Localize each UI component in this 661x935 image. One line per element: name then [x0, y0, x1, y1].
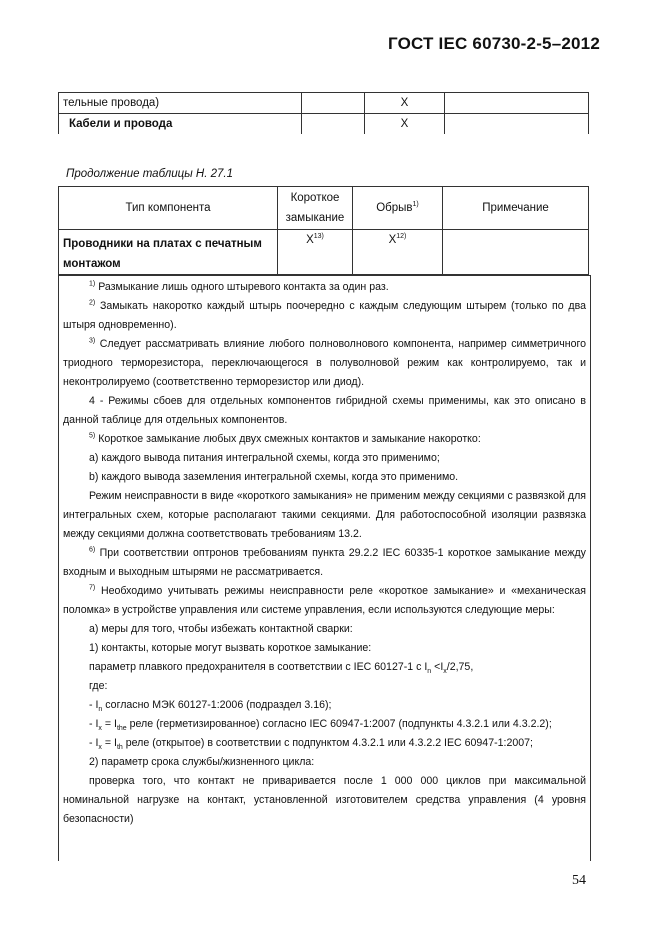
footnote-ref: 13)	[313, 233, 324, 241]
header-open-circuit	[353, 187, 443, 230]
footnote-5	[59, 430, 590, 449]
short-value-cell	[278, 230, 353, 275]
footnote-7	[59, 582, 590, 620]
footnote-4: 4 - Режимы сбоев для отдельных компонентов гибридной схемы применимы, как это описано в данной таблице для отдельных компонентов.	[63, 395, 586, 426]
table-cell: тельные провода)	[59, 93, 302, 114]
footnote-5b: b) каждого вывода заземления интегральной схемы, когда это применимо.	[89, 471, 459, 483]
footnote-text: Короткое замыкание любых двух смежных контактов и замыкание накоротко:	[98, 433, 481, 445]
footnote-text: Необходимо учитывать режимы неисправности реле «короткое замыкание» и «механическая поломка» в устройстве управления или системе управления, если используются следующие меры:	[63, 585, 586, 616]
footnote-5c: Режим неисправности в виде «короткого замыкания» не применим между секциями с развязкой для интегральных схем, которые располагают такими секциями. Для работоспособной изоляции развязка между секциями должна соответствовать требованиям 13.2.	[63, 490, 586, 540]
text: = I	[101, 737, 117, 749]
header-note: Примечание	[443, 187, 589, 230]
footnote-marker: 3)	[89, 337, 96, 345]
text: - I	[89, 718, 99, 730]
open-value-cell	[353, 230, 443, 275]
footnote-1	[59, 278, 590, 297]
text: - I	[89, 699, 99, 711]
header-component: Тип компонента	[59, 187, 278, 230]
table-caption: Продолжение таблицы Н. 27.1	[66, 168, 233, 180]
definition-ix-open	[59, 734, 590, 753]
subscript: x	[443, 668, 447, 676]
text: = I	[101, 718, 117, 730]
open-value: X	[388, 234, 397, 246]
text: согласно МЭК 60127-1:2006 (подраздел 3.16);	[102, 699, 332, 711]
main-table	[58, 186, 589, 275]
table-cell	[302, 93, 365, 114]
top-table	[58, 92, 589, 134]
subscript: th	[116, 744, 123, 752]
subscript: n	[427, 668, 432, 676]
footnote-marker: 6)	[89, 546, 96, 554]
footnote-7a1: 1) контакты, которые могут вызвать короткое замыкание:	[89, 642, 372, 654]
short-value: X	[306, 234, 314, 246]
text: реле (открытое) в соответствии с подпунктом 4.3.2.1 или 4.3.2.2 IEC 60947-1:2007;	[122, 737, 533, 749]
footnote-text: При соответствии оптронов требованиям пункта 29.2.2 IEC 60335-1 короткое замыкание между входным и выходным штырями не рассматривается.	[63, 547, 586, 578]
table-header-row	[59, 187, 589, 230]
text: реле (герметизированное) согласно IEC 60947-1:2007 (подпункты 4.3.2.1 или 4.3.2.2);	[126, 718, 552, 730]
footnote-marker: 1)	[89, 280, 96, 288]
subscript: the	[116, 725, 127, 733]
footnote-7a2: 2) параметр срока службы/жизненного цикла:	[89, 756, 315, 768]
footnote-5a: a) каждого вывода питания интегральной схемы, когда это применимо;	[89, 452, 440, 464]
text: /2,75,	[446, 661, 474, 673]
text: <I	[431, 661, 444, 673]
footnote-ref: 1)	[412, 201, 419, 209]
footnote-text: Следует рассматривать влияние любого полноволнового компонента, например симметричного триодного терморезистора, переключающегося в полуволновой режим как контролируемо, так и неконтролируемо (соответственно терморезистор или диод).	[63, 338, 586, 388]
footnote-2	[59, 297, 590, 335]
header-short-circuit	[278, 187, 353, 230]
footnote-marker: 5)	[89, 432, 96, 440]
header-short-line2: замыкание	[285, 212, 345, 224]
footnote-7a2-text: проверка того, что контакт не приваривается после 1 000 000 циклов при максимальной номинальной нагрузке на контакт, установленной изготовителем средства управления (4 уровня безопасности)	[63, 775, 586, 825]
fuse-parameter	[59, 658, 590, 677]
text: - I	[89, 737, 99, 749]
table-cell	[445, 93, 589, 114]
footnote-6	[59, 544, 590, 582]
text: параметр плавкого предохранителя в соответствии с IEC 60127-1 с I	[89, 661, 428, 673]
table-row	[59, 230, 589, 275]
note-cell	[443, 230, 589, 275]
footnote-7a: а) меры для того, чтобы избежать контактной сварки:	[89, 623, 353, 635]
table-row	[59, 93, 589, 114]
table-cell: Кабели и провода	[59, 114, 302, 135]
subscript: n	[98, 706, 103, 714]
document-header: ГОСТ IEC 60730-2-5–2012	[387, 34, 600, 53]
page-number: 54	[572, 873, 586, 888]
table-cell	[445, 114, 589, 135]
table-cell: X	[365, 93, 445, 114]
row-label: Проводники на платах с печатным монтажом	[59, 230, 278, 275]
footnote-text: Замыкать накоротко каждый штырь поочередно с каждым следующим штырем (только по два штыря одновременно).	[63, 300, 586, 331]
footnote-3	[59, 335, 590, 392]
subscript: x	[98, 725, 102, 733]
footnote-ref: 12)	[396, 233, 407, 241]
footnotes-block	[58, 275, 591, 861]
subscript: x	[98, 744, 102, 752]
table-cell	[302, 114, 365, 135]
definition-in	[59, 696, 590, 715]
table-row	[59, 114, 589, 135]
where-label: где:	[89, 680, 108, 692]
table-cell: X	[365, 114, 445, 135]
definition-ix-sealed	[59, 715, 590, 734]
footnote-text: Размыкание лишь одного штыревого контакта за один раз.	[98, 281, 389, 293]
header-open-label: Обрыв	[376, 202, 413, 214]
header-short-line1: Короткое	[290, 192, 340, 204]
footnote-marker: 2)	[89, 299, 96, 307]
footnote-marker: 7)	[89, 584, 96, 592]
